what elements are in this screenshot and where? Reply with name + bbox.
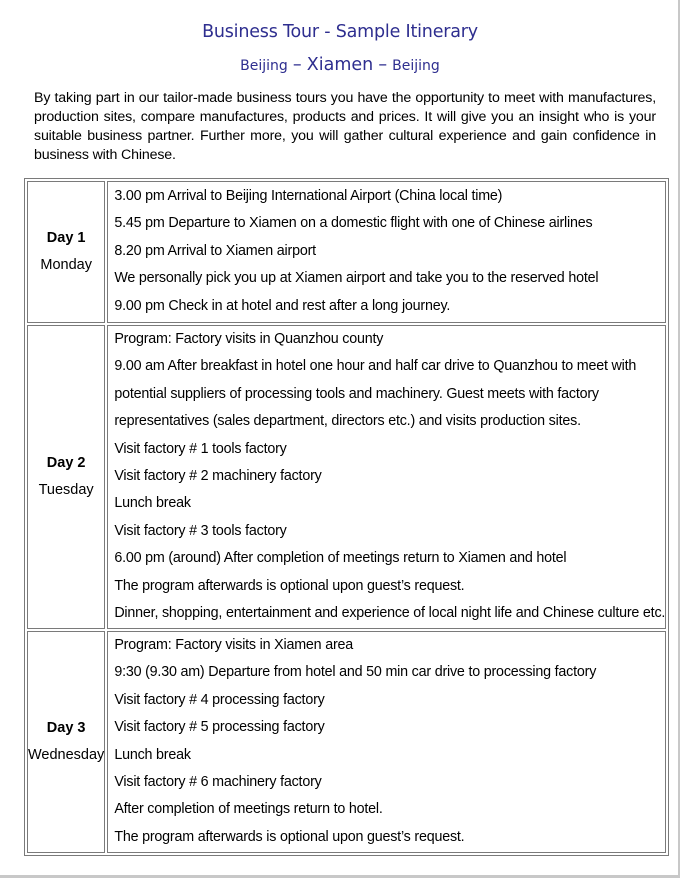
activity-item: Lunch break — [114, 746, 191, 763]
table-row — [27, 631, 666, 853]
table-row — [27, 181, 666, 323]
activities-cell — [107, 181, 666, 323]
day-cell — [27, 631, 105, 853]
route-origin: Beijing — [240, 58, 288, 74]
activities-cell — [107, 325, 666, 629]
itinerary-table — [24, 178, 669, 856]
activity-item: The program afterwards is optional upon guest’s request. — [114, 577, 465, 594]
day-label: Day 2 — [46, 455, 86, 471]
activity-item: Visit factory # 5 processing factory — [114, 719, 325, 736]
activity-item: Program: Factory visits in Xiamen area — [114, 637, 354, 653]
activity-item: 8.20 pm Arrival to Xiamen airport — [114, 242, 316, 259]
activity-item: 5.45 pm Departure to Xiamen on a domestic flight with one of Chinese airlines — [114, 215, 593, 232]
weekday-label: Wednesday — [28, 747, 105, 763]
activity-item: 9.00 am After breakfast in hotel one hour and half car drive to Quanzhou to meet with — [114, 358, 637, 375]
day-cell — [27, 325, 105, 629]
activity-item: 6.00 pm (around) After completion of meetings return to Xiamen and hotel — [114, 550, 567, 567]
activity-item: The program afterwards is optional upon guest’s request. — [114, 828, 465, 845]
route-return: Beijing — [392, 58, 440, 74]
activity-item: 9:30 (9.30 am) Departure from hotel and 50 min car drive to processing factory — [114, 664, 597, 681]
activity-item: Program: Factory visits in Quanzhou county — [114, 331, 384, 347]
activities-cell — [107, 631, 666, 853]
activity-item: Dinner, shopping, entertainment and experience of local night life and Chinese culture etc. — [114, 605, 666, 622]
page-title: Business Tour - Sample Itinerary — [202, 22, 478, 42]
activity-item: Visit factory # 4 processing factory — [114, 691, 325, 708]
route-dash: – — [378, 55, 388, 75]
day-label: Day 1 — [46, 230, 86, 246]
activity-item: Visit factory # 2 machinery factory — [114, 468, 322, 485]
intro-paragraph: By taking part in our tailor-made business tours you have the opportunity to meet with manufactures, production sites, compare manufactures, products and prices. It will give you an insight who is your suitable business partner. Further more, you will gather cultural experience and gain confidence in business with Chinese. — [34, 90, 656, 163]
activity-item: potential suppliers of processing tools and machinery. Guest meets with factory — [114, 385, 599, 402]
day-label: Day 3 — [46, 720, 86, 736]
activity-item: representatives (sales department, directors etc.) and visits production sites. — [114, 413, 581, 430]
activity-item: After completion of meetings return to hotel. — [114, 801, 383, 818]
activity-item: Visit factory # 3 tools factory — [114, 522, 287, 539]
activity-item: Lunch break — [114, 495, 191, 512]
table-row — [27, 325, 666, 629]
activity-item: 3.00 pm Arrival to Beijing International Airport (China local time) — [114, 188, 503, 204]
route-subtitle — [0, 55, 680, 75]
day-cell — [27, 181, 105, 323]
activity-item: Visit factory # 1 tools factory — [114, 440, 287, 457]
route-dash: – — [292, 55, 302, 75]
weekday-label: Monday — [40, 257, 92, 273]
activity-item: Visit factory # 6 machinery factory — [114, 774, 322, 791]
route-destination: Xiamen — [306, 55, 374, 75]
activity-item: We personally pick you up at Xiamen airport and take you to the reserved hotel — [114, 270, 599, 287]
weekday-label: Tuesday — [38, 482, 94, 498]
activity-item: 9.00 pm Check in at hotel and rest after a long journey. — [114, 297, 451, 314]
